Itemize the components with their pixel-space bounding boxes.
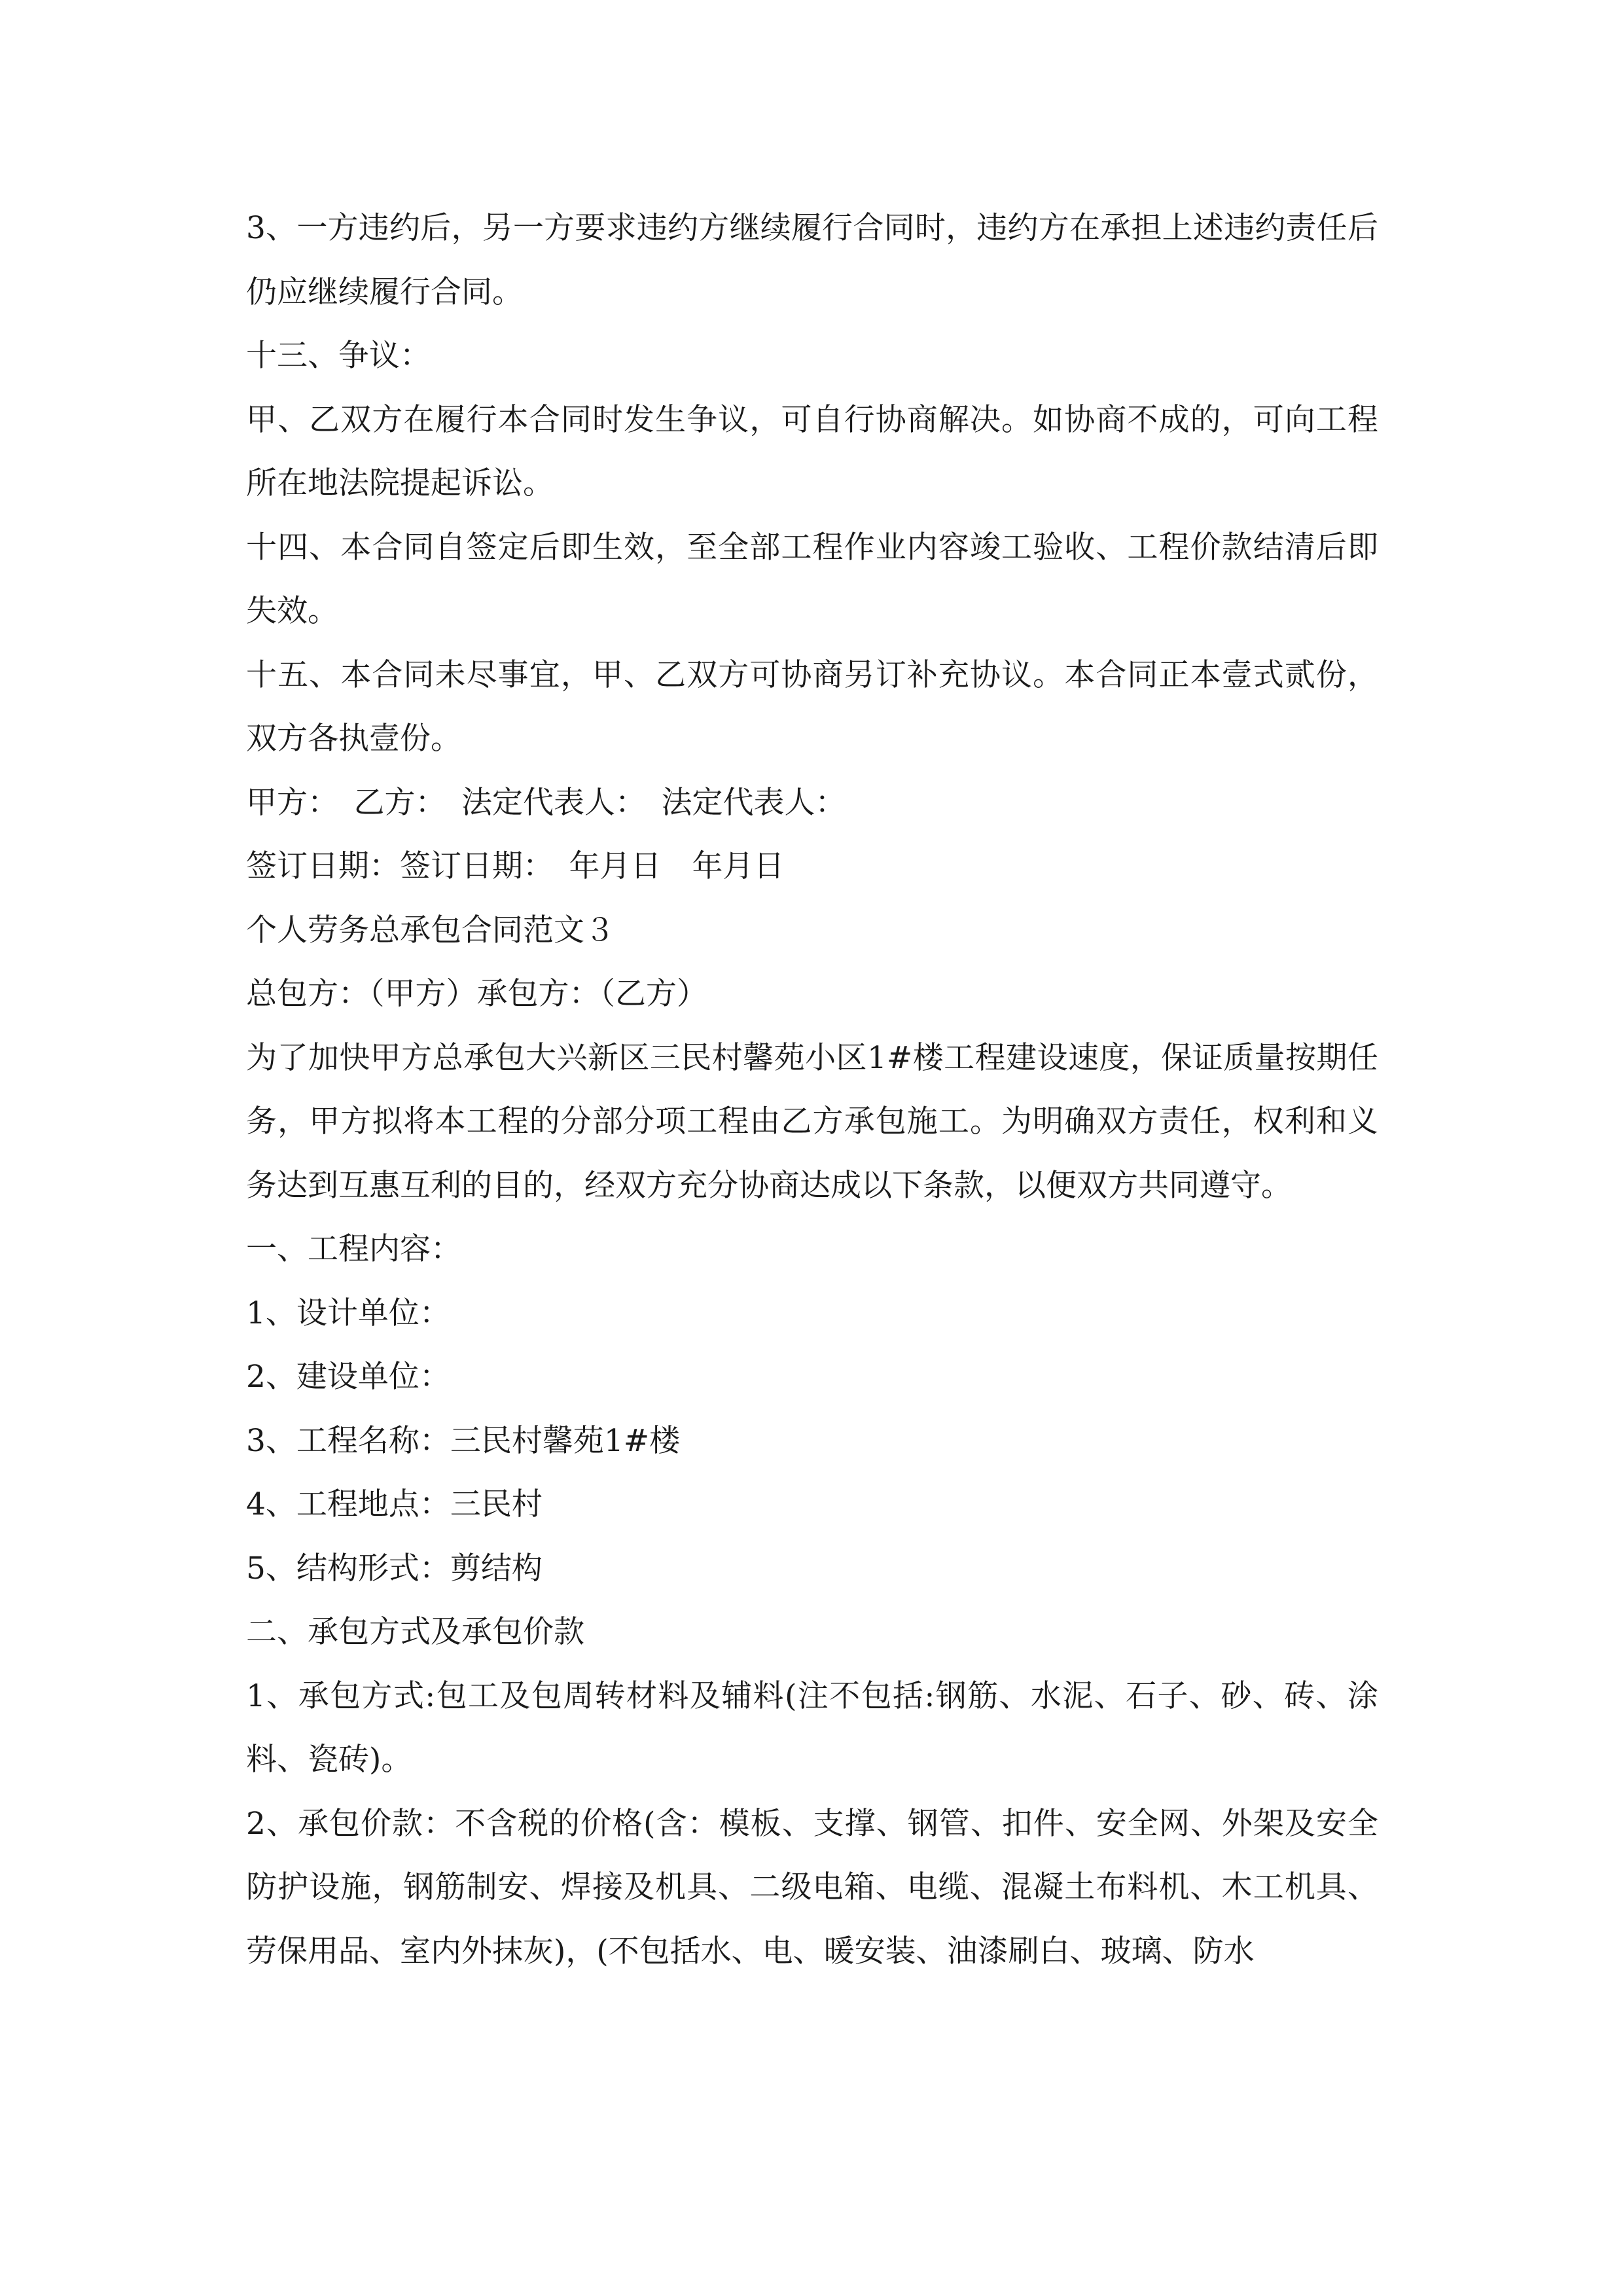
- paragraph-dispute: 甲、乙双方在履行本合同时发生争议，可自行协商解决。如协商不成的，可向工程所在地法院提起诉讼。: [246, 401, 1378, 501]
- paragraph-clause-3: 3、一方违约后，另一方要求违约方继续履行合同时，违约方在承担上述违约责任后仍应继续履行合同。: [246, 210, 1378, 310]
- signature-parties: 甲方： 乙方： 法定代表人： 法定代表人：: [246, 784, 846, 821]
- section-title: 个人劳务总承包合同范文３: [246, 912, 615, 948]
- item-structure-form: 5、结构形式：剪结构: [246, 1550, 543, 1587]
- item-design-unit: 1、设计单位：: [246, 1295, 450, 1331]
- heading-contract-method: 二、承包方式及承包价款: [246, 1614, 584, 1650]
- parties-line: 总包方：（甲方）承包方：（乙方）: [246, 976, 707, 1012]
- signature-dates: 签订日期：签订日期： 年月日 年月日: [246, 848, 785, 884]
- heading-project-content: 一、工程内容：: [246, 1231, 461, 1267]
- item-construction-unit: 2、建设单位：: [246, 1359, 450, 1395]
- item-contract-price: 2、承包价款：不含税的价格(含：模板、支撑、钢管、扣件、安全网、外架及安全防护设施，钢筋制安、焊接及机具、二级电箱、电缆、混凝土布料机、木工机具、劳保用品、室内外抹灰)，(不包括水、电、暖安装、油漆刷白、玻璃、防水: [246, 1805, 1378, 1969]
- document-body: [246, 196, 1378, 1983]
- heading-dispute: 十三、争议：: [246, 338, 431, 374]
- paragraph-preamble: 为了加快甲方总承包大兴新区三民村馨苑小区1#楼工程建设速度，保证质量按期任务，甲方拟将本工程的分部分项工程由乙方承包施工。为明确双方责任，权利和义务达到互惠互利的目的，经双方充分协商达成以下条款，以便双方共同遵守。: [246, 1039, 1378, 1204]
- paragraph-clause-14: 十四、本合同自签定后即生效，至全部工程作业内容竣工验收、工程价款结清后即失效。: [246, 529, 1378, 629]
- item-project-location: 4、工程地点：三民村: [246, 1486, 543, 1522]
- item-project-name: 3、工程名称：三民村馨苑1#楼: [246, 1422, 681, 1459]
- item-contract-method: 1、承包方式:包工及包周转材料及辅料(注不包括:钢筋、水泥、石子、砂、砖、涂料、瓷砖)。: [246, 1677, 1378, 1778]
- paragraph-clause-15: 十五、本合同未尽事宜，甲、乙双方可协商另订补充协议。本合同正本壹式贰份，双方各执壹份。: [246, 656, 1378, 757]
